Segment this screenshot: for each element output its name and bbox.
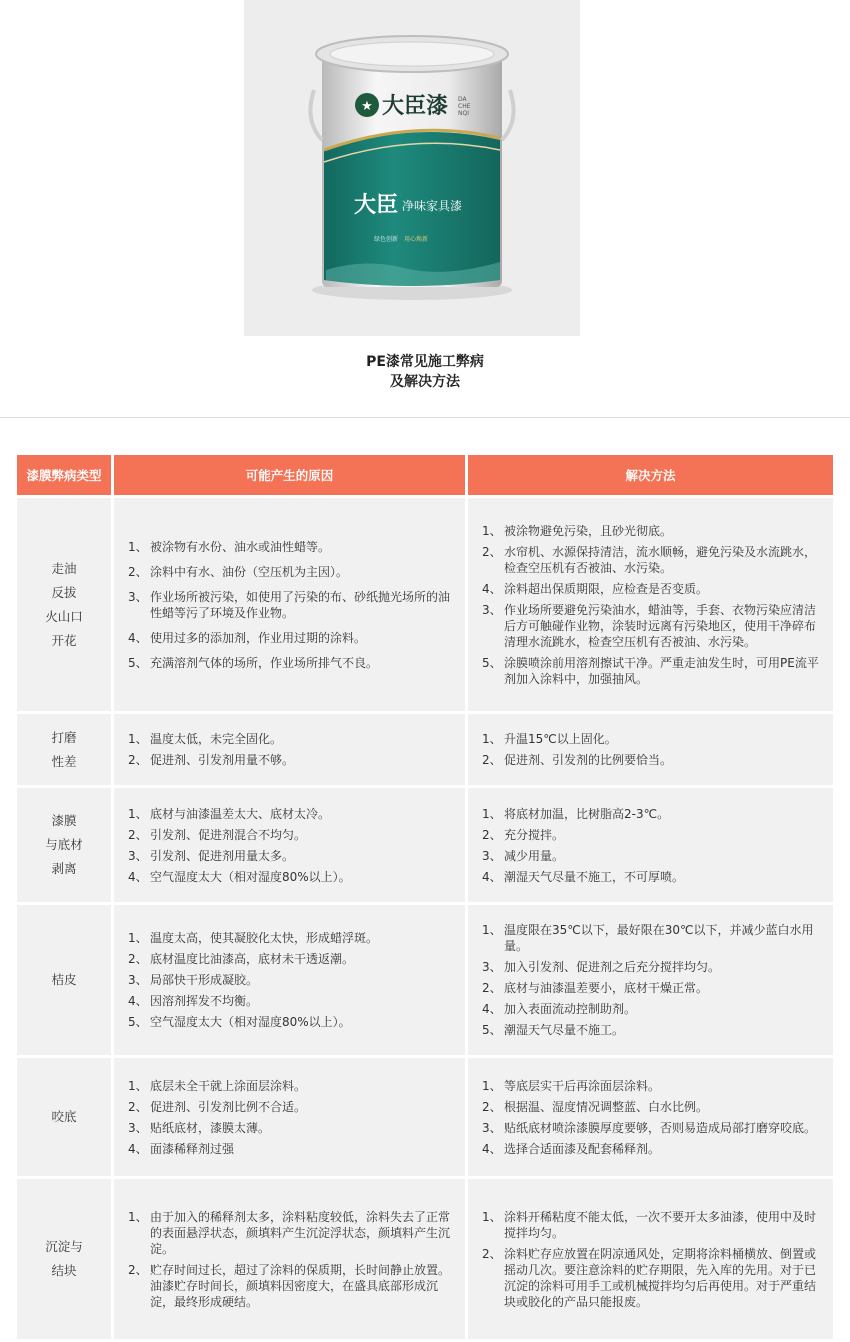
solution-item: 3、 加入引发剂、促进剂之后充分搅拌均匀。 [482,960,721,974]
solutions-cell [468,498,833,711]
solution-item: 2、 底材与油漆温差要小，底材干燥正常。 [482,981,709,995]
causes-cell [114,905,465,1055]
solution-item: 1、 等底层实干后再涂面层涂料。 [482,1078,661,1093]
cause-item: 2、 贮存时间过长，超过了涂料的保质期，长时间静止放置。油漆贮存时间长，颜填料因密度大，在盛具底部形成沉淀，最终形成硬结。 [128,1262,451,1309]
table-row [17,1179,833,1339]
cause-item: 1、 温度太高，使其凝胶化太快，形成蜡浮斑。 [128,931,379,945]
causes-cell [114,788,465,902]
page-title [0,352,850,392]
solution-item: 1、 涂料开稀粘度不能太低，一次不要开太多油漆，使用中及时搅拌均匀。 [482,1209,817,1240]
solution-item: 4、 选择合适面漆及配套稀释剂。 [482,1141,661,1156]
product-image [244,0,580,336]
cause-item: 2、 涂料中有水、油份（空压机为主因）。 [128,564,349,579]
table-header-row [17,455,833,495]
cause-item: 2、 引发剂、促进剂混合不均匀。 [128,827,307,842]
header-solutions: 解决方法 [468,455,833,495]
cause-item: 4、 使用过多的添加剂，作业用过期的涂料。 [128,630,367,645]
cause-item: 2、 底材温度比油漆高，底材未干透返潮。 [128,952,355,966]
can-brand: 大臣 [354,193,399,218]
svg-text:★: ★ [361,99,373,114]
cause-item: 1、 底材与油漆温差太大、底材太冷。 [128,806,331,821]
causes-cell [114,498,465,711]
defect-type-cell: 打磨 性差 [17,714,111,785]
defect-type-cell: 桔皮 [17,905,111,1055]
cause-item: 5、 空气湿度太大（相对湿度80%以上）。 [128,1015,351,1029]
defect-type-cell: 咬底 [17,1058,111,1176]
solution-item: 1、 温度限在35℃以下，最好限在30℃以下，并减少蓝白水用量。 [482,923,814,953]
solutions-cell [468,1179,833,1339]
cause-item: 1、 温度太低，未完全固化。 [128,732,283,746]
logo-pinyin-1: DA [458,96,467,103]
cause-item: 1、 底层未全干就上涂面层涂料。 [128,1078,307,1093]
table-row [17,498,833,711]
solution-item: 1、 升温15℃以上固化。 [482,732,617,746]
defects-table [14,452,836,1342]
solution-item: 2、 涂料贮存应放置在阴凉通风处，定期将涂料桶横放、倒置或摇动几次。要注意涂料的贮存期限，先入库的先用。对于已沉淀的涂料可用手工或机械搅拌均匀后再使用。对于严重结块或胶化的产品只能报废。 [482,1246,817,1309]
can-slogan-right: 用心焕新 [404,236,429,243]
causes-cell [114,1179,465,1339]
cause-item: 3、 引发剂、促进剂用量太多。 [128,848,295,863]
causes-cell [114,1058,465,1176]
solution-item: 4、 加入表面流动控制助剂。 [482,1002,637,1016]
can-slogan-left: 绿色创新 [374,236,399,243]
solution-item: 1、 将底材加温，比树脂高2-3℃。 [482,806,670,821]
solutions-cell [468,714,833,785]
solution-item: 2、 根据温、湿度情况调整蓝、白水比例。 [482,1099,709,1114]
logo-pinyin-3: NQI [458,110,469,117]
cause-item: 2、 促进剂、引发剂用量不够。 [128,753,295,767]
solution-item: 5、 涂膜喷涂前用溶剂擦试干净。严重走油发生时，可用PE流平剂加入涂料中，加强抽风。 [482,655,819,686]
cause-item: 1、 由于加入的稀释剂太多，涂料粘度较低，涂料失去了正常的表面悬浮状态，颜填料产生沉淀浮状态，颜填料产生沉淀。 [128,1209,451,1256]
causes-cell [114,714,465,785]
solution-item: 1、 被涂物避免污染，且砂光彻底。 [482,523,673,538]
cause-item: 2、 促进剂、引发剂比例不合适。 [128,1099,307,1114]
solution-item: 3、 作业场所要避免污染油水，蜡油等，手套、衣物污染应清洁后方可触碰作业物，涂装时远离有污染地区，使用干净碎布清理水流跳水，检查空压机有否被油、水污染。 [482,602,817,649]
header-causes: 可能产生的原因 [114,455,465,495]
table-row [17,788,833,902]
solution-item: 4、 潮湿天气尽量不施工，不可厚喷。 [482,869,685,884]
defect-type-cell: 走油 反拔 火山口 开花 [17,498,111,711]
cause-item: 3、 贴纸底材，漆膜太薄。 [128,1120,271,1135]
defect-type-cell: 沉淀与 结块 [17,1179,111,1339]
logo-pinyin-2: CHE [458,103,471,110]
solutions-cell [468,1058,833,1176]
table-row [17,1058,833,1176]
defect-type-cell: 漆膜 与底材 剥离 [17,788,111,902]
solution-item: 2、 促进剂、引发剂的比例要恰当。 [482,753,673,767]
cause-item: 3、 局部快干形成凝胶。 [128,973,259,987]
page-title-line-2: 及解决方法 [390,374,460,390]
header-defect-type: 漆膜弊病类型 [17,455,111,495]
divider [0,417,850,418]
table-row [17,714,833,785]
cause-item: 4、 空气湿度太大（相对湿度80%以上）。 [128,869,351,884]
solution-item: 2、 充分搅拌。 [482,827,565,842]
cause-item: 5、 充满溶剂气体的场所，作业场所排气不良。 [128,655,379,670]
solutions-cell [468,788,833,902]
solution-item: 3、 贴纸底材喷涂漆膜厚度要够，否则易造成局部打磨穿咬底。 [482,1120,817,1135]
logo-text: 大臣漆 [382,94,449,119]
cause-item: 3、 作业场所被污染，如使用了污染的布、砂纸抛光场所的油性蜡等污了环境及作业物。 [128,589,451,620]
solution-item: 5、 潮湿天气尽量不施工。 [482,1023,625,1037]
cause-item: 4、 面漆稀释剂过强 [128,1141,235,1156]
page-title-line-1: PE漆常见施工弊病 [366,354,484,370]
solutions-cell [468,905,833,1055]
solution-item: 3、 减少用量。 [482,848,565,863]
solution-item: 2、 水帘机、水源保持清洁，流水顺畅，避免污染及水流跳水，检查空压机有否被油、水污染。 [482,544,817,575]
cause-item: 4、 因溶剂挥发不均衡。 [128,994,259,1008]
table-row [17,905,833,1055]
cause-item: 1、 被涂物有水份、油水或油性蜡等。 [128,539,331,554]
can-product: 净味家具漆 [402,199,463,213]
solution-item: 4、 涂料超出保质期限，应检查是否变质。 [482,581,709,596]
